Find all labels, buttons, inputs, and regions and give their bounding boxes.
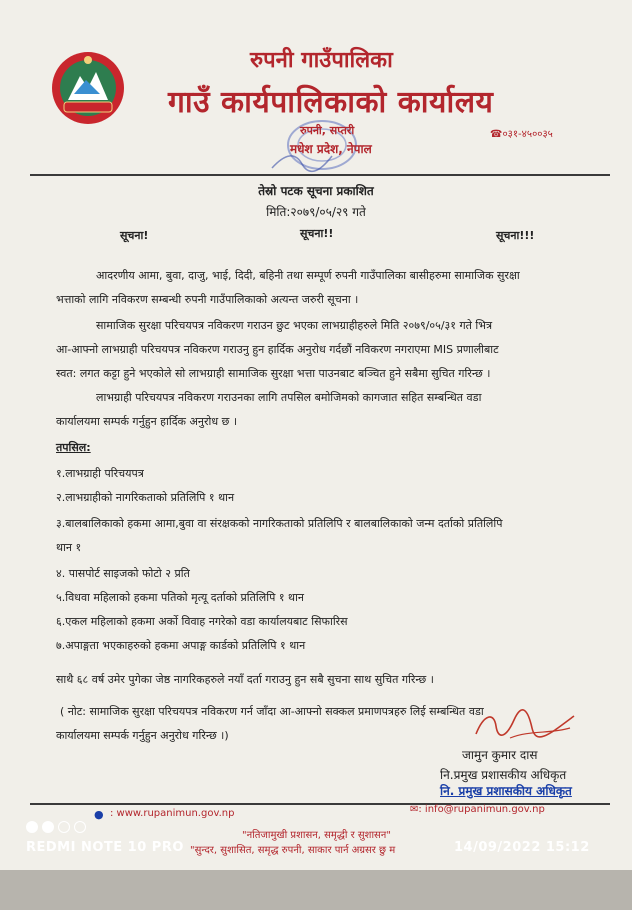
notice-label-3: सूचना!!! — [496, 229, 535, 242]
nepal-emblem-logo — [50, 48, 126, 128]
note-line: कार्यालयमा सम्पर्क गर्नुहुन अनुरोध गरिन्छ ।) — [56, 729, 229, 742]
body-line: भत्ताको लागि नविकरण सम्बन्धी रुपनी गाउँपालिकाको अत्यन्त जरुरी सूचना । — [56, 293, 359, 306]
signatory-name: जामुन कुमार दास — [462, 748, 538, 762]
footer-email: ✉: info@rupanimun.gov.np — [410, 804, 545, 815]
dot-icon — [26, 821, 38, 833]
footer-slogan-1: "नतिजामुखी प्रशासन, समृद्धी र सुशासन" — [242, 830, 391, 841]
address-line-2: मधेश प्रदेश, नेपाल — [290, 142, 372, 156]
notice-label-1: सूचना! — [120, 229, 149, 242]
body-line: आ-आफ्नो लाभग्राही परिचयपत्र नविकरण गराउनु हुन हार्दिक अनुरोध गर्दछौं नविकरण नगराएमा MIS प्रणालीबाट — [56, 343, 499, 356]
footer-website: : www.rupanimun.gov.np — [110, 808, 235, 819]
footer-slogan-2: "सुन्दर, सुशासित, समृद्ध रुपनी, साकार पार्न अग्रसर छु म — [190, 845, 396, 856]
dot-icon — [42, 821, 54, 833]
list-item: ६.एकल महिलाको हकमा अर्को विवाह नगरेको वडा कार्यालयबाट सिफारिस — [56, 615, 348, 628]
municipality-title: रुपनी गाउँपालिका — [250, 48, 393, 73]
dot-icon — [74, 821, 86, 833]
address-line-1: रुपनी, सप्तरी — [300, 124, 355, 137]
body-line: कार्यालयमा सम्पर्क गर्नुहुन हार्दिक अनुरोध छ । — [56, 415, 237, 428]
camera-model-watermark: REDMI NOTE 10 PRO — [26, 840, 184, 855]
body-line: सामाजिक सुरक्षा परिचयपत्र नविकरण गराउन छुट भएका लाभग्राहीहरुले मिति २०७९/०५/३१ गते भित्र — [96, 319, 493, 332]
list-item: ४. पासपोर्ट साइजको फोटो २ प्रति — [56, 567, 190, 580]
body-line: आदरणीय आमा, बुवा, दाजु, भाई, दिदी, बहिनी तथा सम्पूर्ण रुपनी गाउँपालिका बासीहरुमा सामाजिक सुरक्षा — [96, 269, 520, 282]
globe-icon: ● — [94, 808, 104, 821]
publication-line: तेस्रो पटक सूचना प्रकाशित — [258, 184, 374, 198]
note-line: ( नोट: सामाजिक सुरक्षा परिचयपत्र नविकरण गर्न जाँदा आ-आफ्नो सक्कल प्रमाणपत्रहरु लिई सम्बन्धित वडा — [60, 705, 484, 718]
list-item: ७.अपाङ्गता भएकाहरुको हकमा अपाङ्ग कार्डको प्रतिलिपि १ थान — [56, 639, 306, 652]
list-heading: तपसिल: — [56, 441, 91, 454]
dot-icon — [58, 821, 70, 833]
camera-watermark-dots — [26, 818, 90, 837]
list-item: ५.विधवा महिलाको हकमा पतिको मृत्यू दर्ताको प्रतिलिपि १ थान — [56, 591, 305, 604]
handwritten-signature — [470, 704, 580, 742]
list-item: १.लाभग्राही परिचयपत्र — [56, 467, 144, 480]
list-item: ३.बालबालिकाको हकमा आमा,बुवा वा संरक्षकको नागरिकताको प्रतिलिपि र बालबालिकाको जन्म दर्ताको प्रतिलिपि — [56, 517, 503, 530]
office-name: गाउँ कार्यपालिकाको कार्यालय — [168, 85, 494, 120]
signatory-title: नि.प्रमुख प्रशासकीय अधिकृत — [440, 768, 567, 782]
body-line: स्वत: लगत कट्टा हुने भएकोले सो लाभग्राही सामाजिक सुरक्षा भत्ता पाउनबाट बञ्चित हुने सबैमा सुचित गरिन्छ । — [56, 367, 491, 380]
notice-label-2: सूचना!! — [300, 227, 334, 240]
closing-line: साथै ६८ वर्ष उमेर पुगेका जेष्ठ नागरिकहरुले नयाँ दर्ता गराउनु हुन सबै सुचना साथ सुचित गरिन्छ । — [56, 673, 434, 686]
body-line: लाभग्राही परिचयपत्र नविकरण गराउनका लागि तपसिल बमोजिमको कागजात सहित सम्बन्धित वडा — [96, 391, 482, 404]
camera-datetime-watermark: 14/09/2022 15:12 — [454, 840, 590, 855]
list-item: थान १ — [56, 541, 82, 554]
header-divider — [30, 174, 610, 176]
list-item: २.लाभग्राहीको नागरिकताको प्रतिलिपि १ थान — [56, 491, 235, 504]
notice-date: मिति:२०७९/०५/२९ गते — [266, 205, 366, 219]
signatory-stamp: नि. प्रमुख प्रशासकीय अधिकृत — [440, 784, 572, 798]
phone-number: ☎०३१-४५००३५ — [490, 129, 553, 140]
